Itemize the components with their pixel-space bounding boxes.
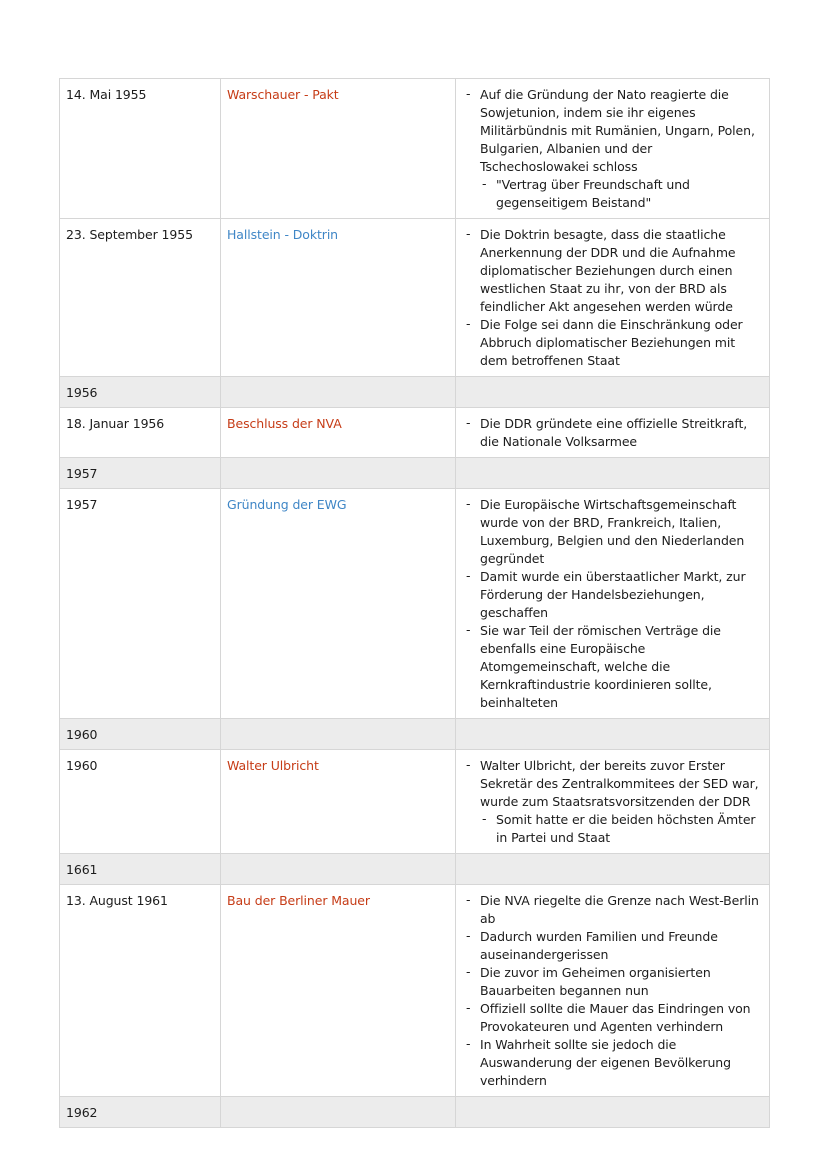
year-cell: 1661 <box>60 854 221 885</box>
notes-list <box>462 415 763 451</box>
date-cell: 23. September 1955 <box>60 219 221 377</box>
event-cell: Hallstein - Doktrin <box>221 219 456 377</box>
table-row <box>60 408 770 458</box>
empty-cell <box>456 1097 770 1128</box>
table-row <box>60 750 770 854</box>
notes-cell <box>456 885 770 1097</box>
year-row <box>60 377 770 408</box>
empty-cell <box>221 458 456 489</box>
notes-list <box>462 892 763 1090</box>
year-cell: 1956 <box>60 377 221 408</box>
year-cell: 1960 <box>60 719 221 750</box>
year-row <box>60 854 770 885</box>
list-item: - Somit hatte er die beiden höchsten Ämter in Partei und Staat <box>480 811 763 847</box>
event-cell: Beschluss der NVA <box>221 408 456 458</box>
list-item: - Dadurch wurden Familien und Freunde auseinandergerissen <box>462 928 763 964</box>
sub-notes-list <box>480 176 763 212</box>
event-cell: Walter Ulbricht <box>221 750 456 854</box>
date-cell: 1960 <box>60 750 221 854</box>
notes-list <box>462 86 763 212</box>
list-item: - Die Folge sei dann die Einschränkung oder Abbruch diplomatischer Beziehungen mit dem betroffenen Staat <box>462 316 763 370</box>
empty-cell <box>221 377 456 408</box>
list-item: - Die DDR gründete eine offizielle Streitkraft, die Nationale Volksarmee <box>462 415 763 451</box>
date-cell: 13. August 1961 <box>60 885 221 1097</box>
date-cell: 18. Januar 1956 <box>60 408 221 458</box>
note-text: Auf die Gründung der Nato reagierte die Sowjetunion, indem sie ihr eigenes Militärbündnis mit Rumänien, Ungarn, Polen, Bulgarien, Albanien und der Tschechoslowakei schloss <box>480 87 755 174</box>
empty-cell <box>456 854 770 885</box>
year-cell: 1957 <box>60 458 221 489</box>
sub-notes-list <box>480 811 763 847</box>
year-row <box>60 1097 770 1128</box>
list-item: - Die Europäische Wirtschaftsgemeinschaft wurde von der BRD, Frankreich, Italien, Luxemburg, Belgien und den Niederlanden gegründet <box>462 496 763 568</box>
empty-cell <box>221 719 456 750</box>
list-item: - In Wahrheit sollte sie jedoch die Auswanderung der eigenen Bevölkerung verhindern <box>462 1036 763 1090</box>
note-text: Walter Ulbricht, der bereits zuvor Erster Sekretär des Zentralkommitees der SED war, wurde zum Staatsratsvorsitzenden der DDR <box>480 758 759 809</box>
notes-cell <box>456 219 770 377</box>
table-row <box>60 489 770 719</box>
notes-list <box>462 496 763 712</box>
empty-cell <box>221 1097 456 1128</box>
date-cell: 14. Mai 1955 <box>60 79 221 219</box>
list-item: - Offiziell sollte die Mauer das Eindringen von Provokateuren und Agenten verhindern <box>462 1000 763 1036</box>
list-item <box>462 757 763 847</box>
notes-cell <box>456 750 770 854</box>
list-item: - Die zuvor im Geheimen organisierten Bauarbeiten begannen nun <box>462 964 763 1000</box>
empty-cell <box>456 458 770 489</box>
date-cell: 1957 <box>60 489 221 719</box>
table-row <box>60 79 770 219</box>
empty-cell <box>221 854 456 885</box>
notes-list <box>462 226 763 370</box>
notes-cell <box>456 408 770 458</box>
year-row <box>60 458 770 489</box>
event-cell: Gründung der EWG <box>221 489 456 719</box>
list-item <box>462 86 763 212</box>
list-item: - Die NVA riegelte die Grenze nach West-Berlin ab <box>462 892 763 928</box>
timeline-table <box>59 78 770 1128</box>
year-row <box>60 719 770 750</box>
table-row <box>60 219 770 377</box>
empty-cell <box>456 719 770 750</box>
event-cell: Warschauer - Pakt <box>221 79 456 219</box>
list-item: - Damit wurde ein überstaatlicher Markt, zur Förderung der Handelsbeziehungen, geschaffen <box>462 568 763 622</box>
table-row <box>60 885 770 1097</box>
empty-cell <box>456 377 770 408</box>
list-item: - Die Doktrin besagte, dass die staatliche Anerkennung der DDR und die Aufnahme diplomatischer Beziehungen durch einen westlichen Staat zu ihr, von der BRD als feindlicher Akt angesehen werden würde <box>462 226 763 316</box>
notes-cell <box>456 489 770 719</box>
list-item: - "Vertrag über Freundschaft und gegenseitigem Beistand" <box>480 176 763 212</box>
notes-cell <box>456 79 770 219</box>
event-cell: Bau der Berliner Mauer <box>221 885 456 1097</box>
notes-list <box>462 757 763 847</box>
list-item: - Sie war Teil der römischen Verträge die ebenfalls eine Europäische Atomgemeinschaft, welche die Kernkraftindustrie koordinieren sollte, beinhalteten <box>462 622 763 712</box>
year-cell: 1962 <box>60 1097 221 1128</box>
